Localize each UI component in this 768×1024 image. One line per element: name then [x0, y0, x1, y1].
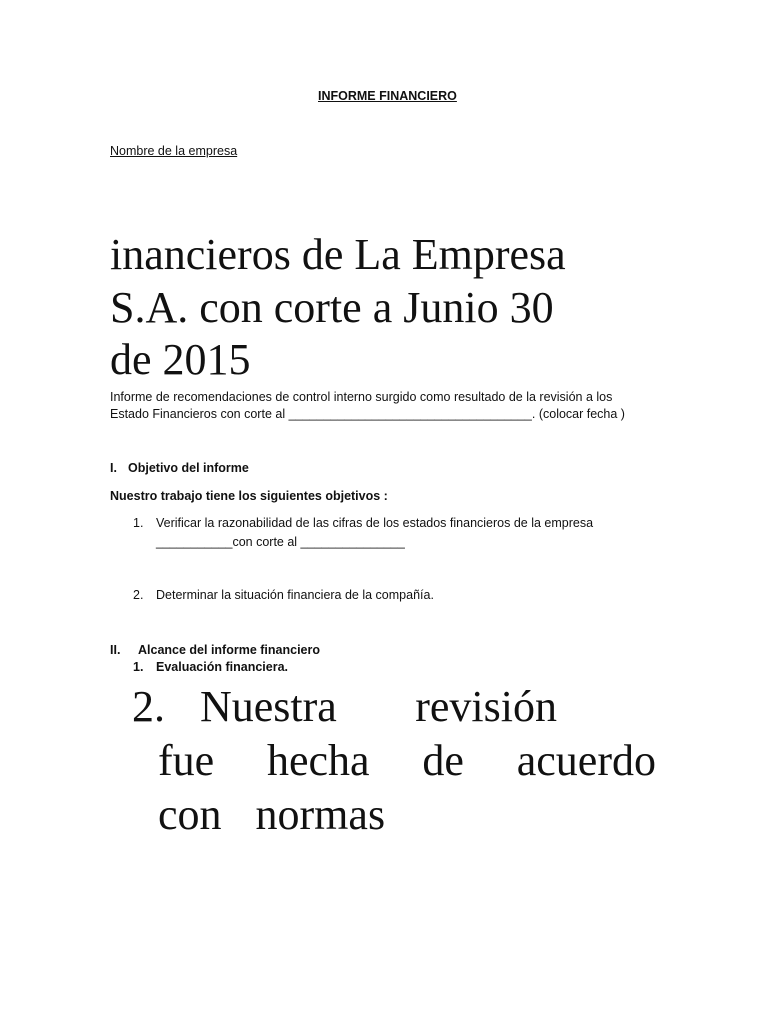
large-heading-line-1: inancieros de La Empresa	[110, 230, 566, 279]
section-1-title: Objetivo del informe	[128, 461, 249, 475]
large-heading-line-2: S.A. con corte a Junio 30	[110, 283, 554, 332]
objective-2-text: Determinar la situación financiera de la compañía.	[156, 588, 434, 602]
objective-1-line-2: ___________con corte al _______________	[156, 535, 405, 549]
scope-2-word: normas	[255, 790, 386, 839]
section-1-intro: Nuestro trabajo tiene los siguientes objetivos :	[110, 489, 388, 503]
company-name-label: Nombre de la empresa	[110, 144, 238, 158]
scope-2-number: 2.	[132, 682, 165, 731]
scope-2-word: hecha	[267, 736, 370, 785]
objective-1-number: 1.	[133, 516, 144, 530]
intro-line-1: Informe de recomendaciones de control interno surgido como resultado de la revisión a los	[110, 390, 613, 404]
scope-2-word: con	[158, 790, 222, 839]
scope-2-line-1	[200, 680, 557, 734]
objective-2-number: 2.	[133, 588, 144, 602]
scope-1-text: Evaluación financiera.	[156, 660, 288, 674]
scope-1-number: 1.	[133, 660, 144, 674]
document-title: INFORME FINANCIERO	[318, 89, 457, 103]
scope-2-word: acuerdo	[516, 736, 656, 785]
section-2-title: Alcance del informe financiero	[138, 643, 320, 657]
scope-2-word: fue	[158, 736, 215, 785]
section-1-number: I.	[110, 461, 117, 475]
large-heading-line-3: de 2015	[110, 335, 251, 384]
scope-2-line-2	[158, 734, 656, 788]
scope-2-word: de	[422, 736, 464, 785]
section-2-number: II.	[110, 643, 121, 657]
scope-2-word: Nuestra	[200, 682, 337, 731]
intro-line-2: Estado Financieros con corte al ___________________________________. (colocar fecha )	[110, 407, 625, 421]
scope-2-line-3	[158, 788, 385, 842]
scope-2-word: revisión	[415, 682, 557, 731]
objective-1-line-1: Verificar la razonabilidad de las cifras de los estados financieros de la empresa	[156, 516, 594, 530]
